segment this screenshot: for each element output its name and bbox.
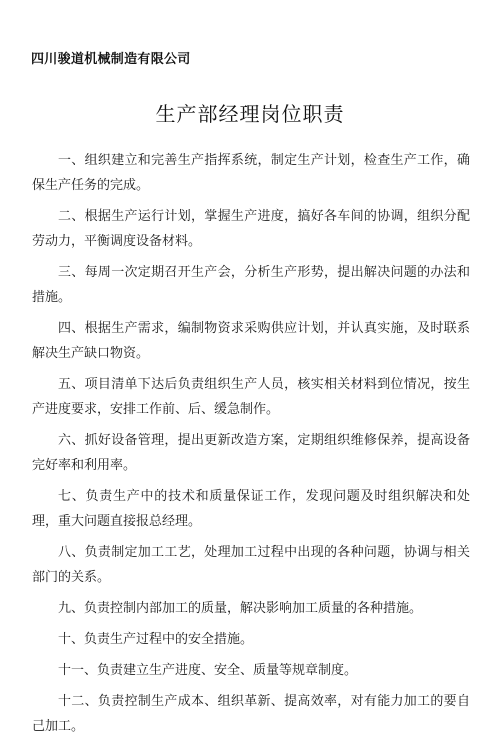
duty-paragraph-1: 一、组织建立和完善生产指挥系统，制定生产计划，检查生产工作，确保生产任务的完成。	[32, 153, 470, 193]
duty-paragraph-7: 七、负责生产中的技术和质量保证工作，发现问题及时组织解决和处理，重大问题直接报总经理。	[32, 489, 470, 529]
duty-paragraph-6: 六、抓好设备管理，提出更新改造方案，定期组织维修保养，提高设备完好率和利用率。	[32, 433, 470, 473]
document-title: 生产部经理岗位职责	[155, 102, 345, 126]
duty-paragraph-11: 十一、负责建立生产进度、安全、质量等规章制度。	[58, 663, 358, 678]
document-body	[32, 148, 470, 745]
duty-paragraph-5: 五、项目清单下达后负责组织生产人员，核实相关材料到位情况，按生产进度要求，安排工作前、后、缓急制作。	[32, 377, 470, 417]
company-name: 四川骏道机械制造有限公司	[31, 52, 191, 67]
duty-paragraph-10: 十、负责生产过程中的安全措施。	[58, 632, 254, 647]
duty-paragraph-3: 三、每周一次定期召开生产会，分析生产形势，提出解决问题的办法和措施。	[32, 265, 470, 305]
duty-paragraph-12: 十二、负责控制生产成本、组织革新、提高效率，对有能力加工的要自己加工。	[32, 694, 470, 734]
duty-paragraph-8: 八、负责制定加工工艺，处理加工过程中出现的各种问题，协调与相关部门的关系。	[32, 545, 470, 585]
duty-paragraph-4: 四、根据生产需求，编制物资求采购供应计划，并认真实施，及时联系解决生产缺口物资。	[32, 321, 470, 361]
duty-paragraph-2: 二、根据生产运行计划，掌握生产进度，搞好各车间的协调，组织分配劳动力，平衡调度设备材料。	[32, 209, 470, 249]
duty-paragraph-9: 九、负责控制内部加工的质量，解决影响加工质量的各种措施。	[58, 601, 423, 616]
